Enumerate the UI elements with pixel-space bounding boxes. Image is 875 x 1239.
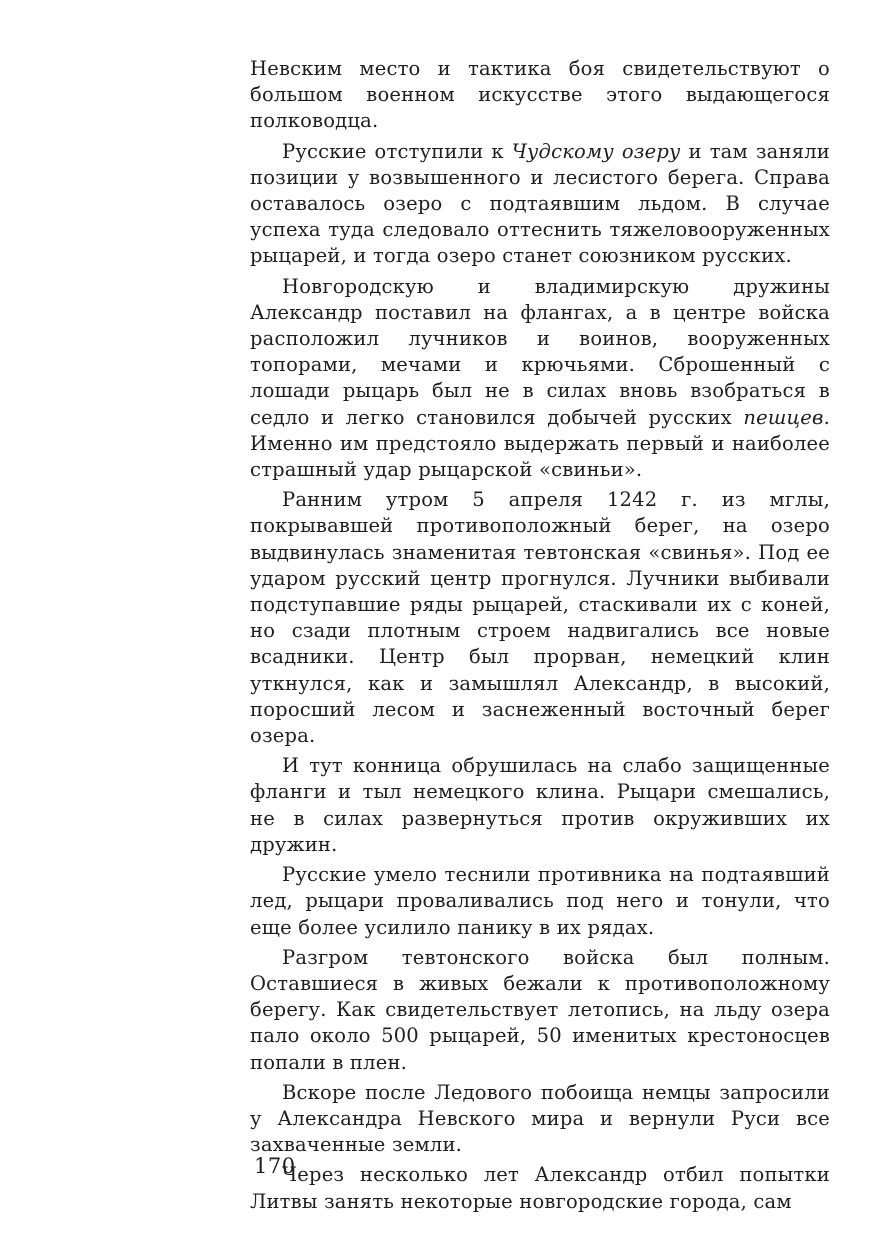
paragraph [250,139,830,270]
paragraph [250,862,830,941]
text-run: и там заняли позиции у возвышенного и лесистого берега. Справа оставалось озеро с подтаявшим льдом. В случае успеха туда следовало оттеснить тяжеловооруженных рыцарей, и тогда озеро станет союзником русских. [250,139,830,268]
paragraph [250,1162,830,1214]
paragraph [250,487,830,749]
text-run: Именно им предстояло выдержать первый и наиболее страшный удар рыцарской «свиньи». [250,431,830,482]
text-run: Ранним утром 5 апреля 1242 г. из мглы, покрывавшей противоположный берег, на озеро выдвинулась знаменитая тевтонская «свинья». Под ее ударом русский центр прогнулся. Лучники выбивали подступавшие ряды рыцарей, стаскивали их с коней, но сзади плотным строем надвигались все новые всадники. Центр был прорван, немецкий клин уткнулся, как и замышлял Александр, в высокий, поросший лесом и заснеженный восточный берег озера. [250,488,830,748]
text-run: Новгородскую и владимирскую дружины Александр поставил на флангах, а в центре войска расположил лучников и воинов, вооруженных топорами, мечами и крючьями. Сброшенный с лошади рыцарь был не в силах вновь взобраться в седло и легко становился добычей русских [250,274,830,429]
paragraph [250,274,830,484]
paragraph [250,1080,830,1159]
paragraph [250,753,830,858]
text-run: И тут конница обрушилась на слабо защищенные фланги и тыл немецкого клина. Рыцари смешались, не в силах развернуться против окруживших их дружин. [250,754,830,856]
text-run: Русские умело теснили противника на подтаявший лед, рыцари проваливались под него и тонули, что еще более усилило панику в их рядах. [250,863,830,939]
italic-place-name: Чудскому озеру [511,139,681,163]
text-column [250,56,830,1215]
text-run: Невским место и тактика боя свидетельствуют о большом военном искусстве этого выдающегося полководца. [250,57,830,133]
paragraph [250,945,830,1076]
text-run: Через несколько лет Александр отбил попытки Литвы занять некоторые новгородские города, сам [250,1163,830,1213]
italic-term: пешцев. [743,405,830,429]
text-run: Разгром тевтонского войска был полным. Оставшиеся в живых бежали к противоположному берегу. Как свидетельствует летопись, на льду озера пало около 500 рыцарей, 50 именитых крестоносцев попали в плен. [250,945,830,1074]
paragraph [250,56,830,135]
text-run: Вскоре после Ледового побоища немцы запросили у Александра Невского мира и вернули Руси все захваченные земли. [250,1080,830,1157]
text-run: Русские отступили к [282,139,512,163]
page-number: 170 [254,1154,296,1178]
